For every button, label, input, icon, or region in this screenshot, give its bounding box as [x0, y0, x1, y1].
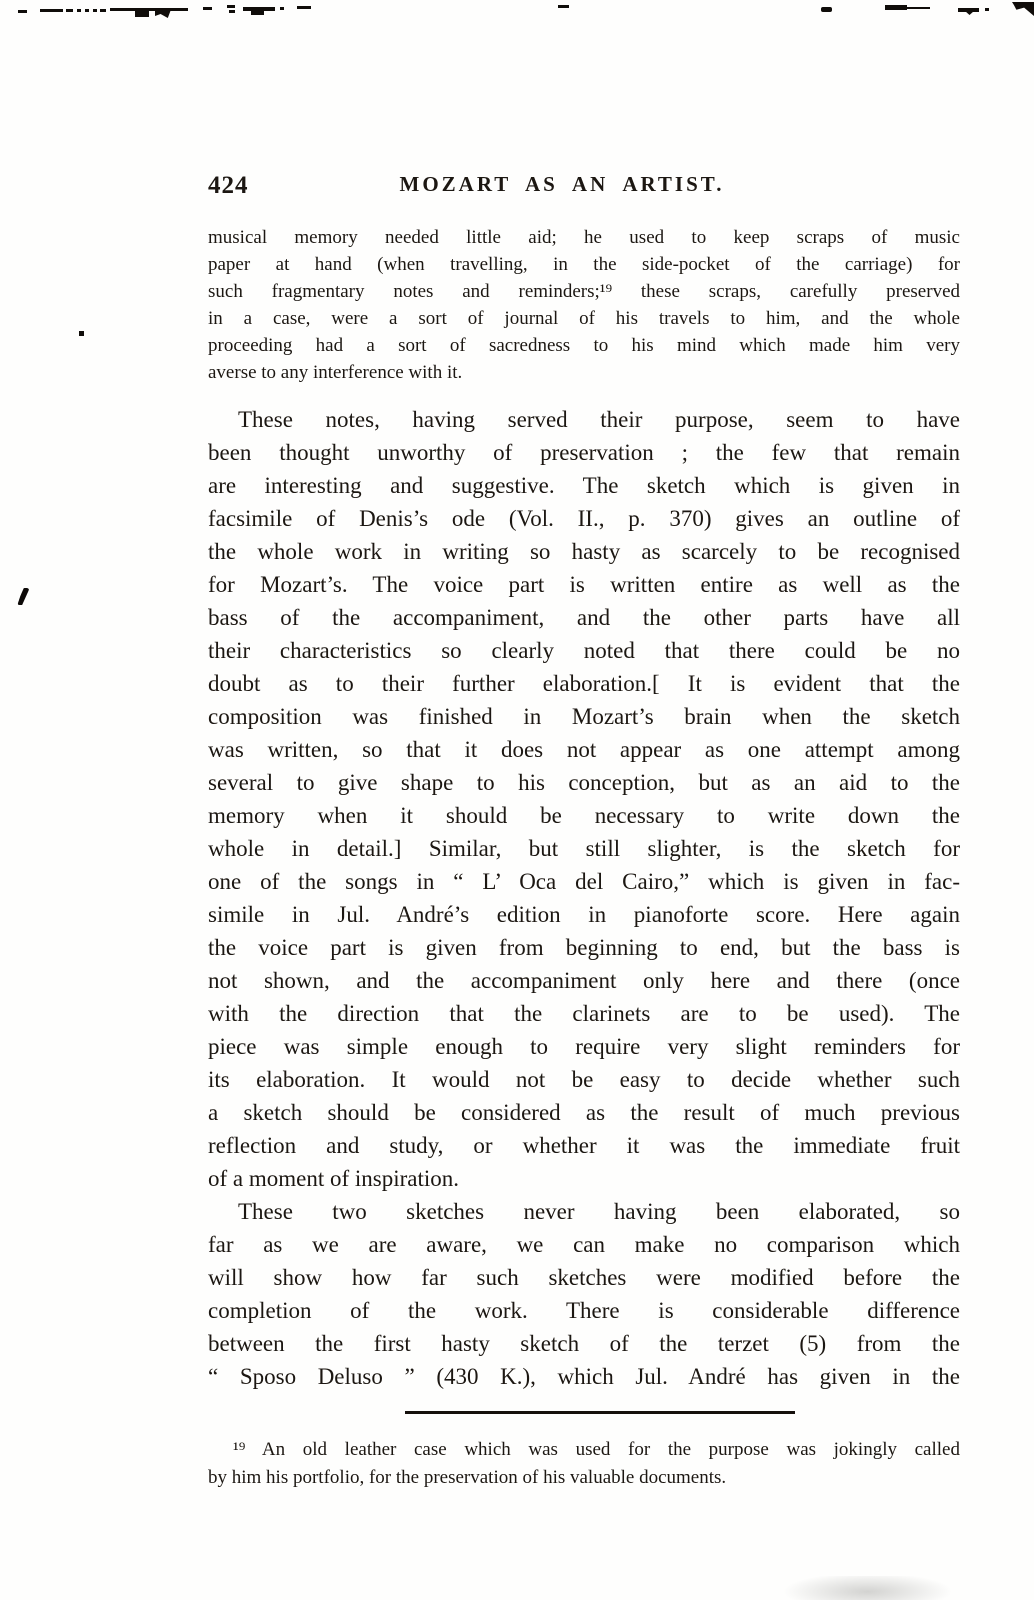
scan-tick-left-margin — [17, 588, 30, 605]
page-header — [208, 170, 960, 204]
scan-mark — [203, 7, 212, 10]
text-line: completion of the work. There is considerable difference — [208, 1298, 960, 1323]
text-line: between the first hasty sketch of the terzet (5) from the — [208, 1331, 960, 1356]
running-title: MOZART AS AN ARTIST. — [399, 172, 725, 196]
scan-smudge-bottom — [770, 1576, 965, 1600]
text-line: These notes, having served their purpose, seem to have — [238, 407, 960, 432]
text-line: averse to any interference with it. — [208, 362, 463, 383]
scan-mark — [227, 5, 235, 8]
text-line: ¹⁹ An old leather case which was used for the purpose was jokingly called — [233, 1439, 960, 1460]
scan-mark — [66, 9, 73, 12]
text-line: doubt as to their further elaboration.[ It is evident that the — [208, 671, 960, 696]
text-line: not shown, and the accompaniment only here and there (once — [208, 968, 960, 993]
scan-mark — [135, 11, 149, 17]
text-line: one of the songs in “ L’ Oca del Cairo,” which is given in fac- — [208, 869, 960, 894]
text-line: in a case, were a sort of journal of his travels to him, and the whole — [208, 308, 960, 329]
text-line: “ Sposo Deluso ” (430 K.), which Jul. André has given in the — [208, 1364, 960, 1389]
scan-mark — [965, 11, 974, 15]
text-line: facsimile of Denis’s ode (Vol. II., p. 370) gives an outline of — [208, 506, 960, 531]
text-line: the whole work in writing so hasty as scarcely to be recognised — [208, 539, 960, 564]
footnote-rule — [405, 1411, 795, 1414]
text-line: reflection and study, or whether it was the immediate fruit — [208, 1133, 960, 1158]
text-line: memory when it should be necessary to write down the — [208, 803, 960, 828]
scan-mark — [905, 7, 930, 9]
text-line: proceeding had a sort of sacredness to his mind which made him very — [208, 335, 960, 356]
text-line: for Mozart’s. The voice part is written entire as well as the — [208, 572, 960, 597]
scan-mark — [40, 9, 63, 12]
text-line: of a moment of inspiration. — [208, 1166, 460, 1191]
text-line: bass of the accompaniment, and the other parts have all — [208, 605, 960, 630]
scan-mark — [18, 10, 27, 13]
scan-mark — [280, 7, 284, 10]
body-text — [208, 403, 960, 1393]
text-line: whole in detail.] Similar, but still slighter, is the sketch for — [208, 836, 960, 861]
scan-mark — [100, 9, 106, 12]
scan-mark — [93, 9, 97, 12]
scan-mark — [297, 6, 311, 9]
scan-dot-left-margin — [79, 331, 84, 336]
text-line: their characteristics so clearly noted that there could be no — [208, 638, 960, 663]
scan-mark — [821, 7, 832, 12]
scan-mark — [85, 9, 89, 12]
scan-mark — [985, 8, 989, 11]
text-line: the voice part is given from beginning to end, but the bass is — [208, 935, 960, 960]
text-line: are interesting and suggestive. The sketch which is given in — [208, 473, 960, 498]
text-line: was written, so that it does not appear as one attempt among — [208, 737, 960, 762]
text-line: musical memory needed little aid; he used to keep scraps of music — [208, 227, 960, 248]
paragraph — [208, 1195, 960, 1393]
text-line: piece was simple enough to require very slight reminders for — [208, 1034, 960, 1059]
text-line: simile in Jul. André’s edition in pianoforte score. Here again — [208, 902, 960, 927]
paragraph — [208, 403, 960, 1195]
scan-mark — [77, 9, 81, 12]
scan-mark — [885, 5, 907, 10]
scan-mark — [155, 8, 171, 18]
text-line: been thought unworthy of preservation ; the few that remain — [208, 440, 960, 465]
text-line: a sketch should be considered as the result of much previous — [208, 1100, 960, 1125]
footnote — [208, 1436, 960, 1492]
page-number: 424 — [208, 172, 249, 199]
text-line: its elaboration. It would not be easy to decide whether such — [208, 1067, 960, 1092]
text-line: by him his portfolio, for the preservation of his valuable documents. — [208, 1467, 727, 1488]
text-line: will show how far such sketches were modified before the — [208, 1265, 960, 1290]
scan-mark-corner — [1012, 2, 1034, 16]
text-line: such fragmentary notes and reminders;¹⁹ these scraps, carefully preserved — [208, 281, 960, 302]
scan-mark — [558, 5, 569, 8]
scan-mark — [110, 8, 188, 11]
scan-mark — [229, 10, 235, 13]
scan-mark — [251, 10, 264, 15]
text-line: paper at hand (when travelling, in the side-pocket of the carriage) for — [208, 254, 960, 275]
text-line: far as we are aware, we can make no comparison which — [208, 1232, 960, 1257]
text-line: These two sketches never having been elaborated, so — [238, 1199, 960, 1224]
text-line: composition was finished in Mozart’s brain when the sketch — [208, 704, 960, 729]
text-line: several to give shape to his conception, but as an aid to the — [208, 770, 960, 795]
text-line: with the direction that the clarinets are to be used). The — [208, 1001, 960, 1026]
excerpt-paragraph — [208, 224, 960, 386]
